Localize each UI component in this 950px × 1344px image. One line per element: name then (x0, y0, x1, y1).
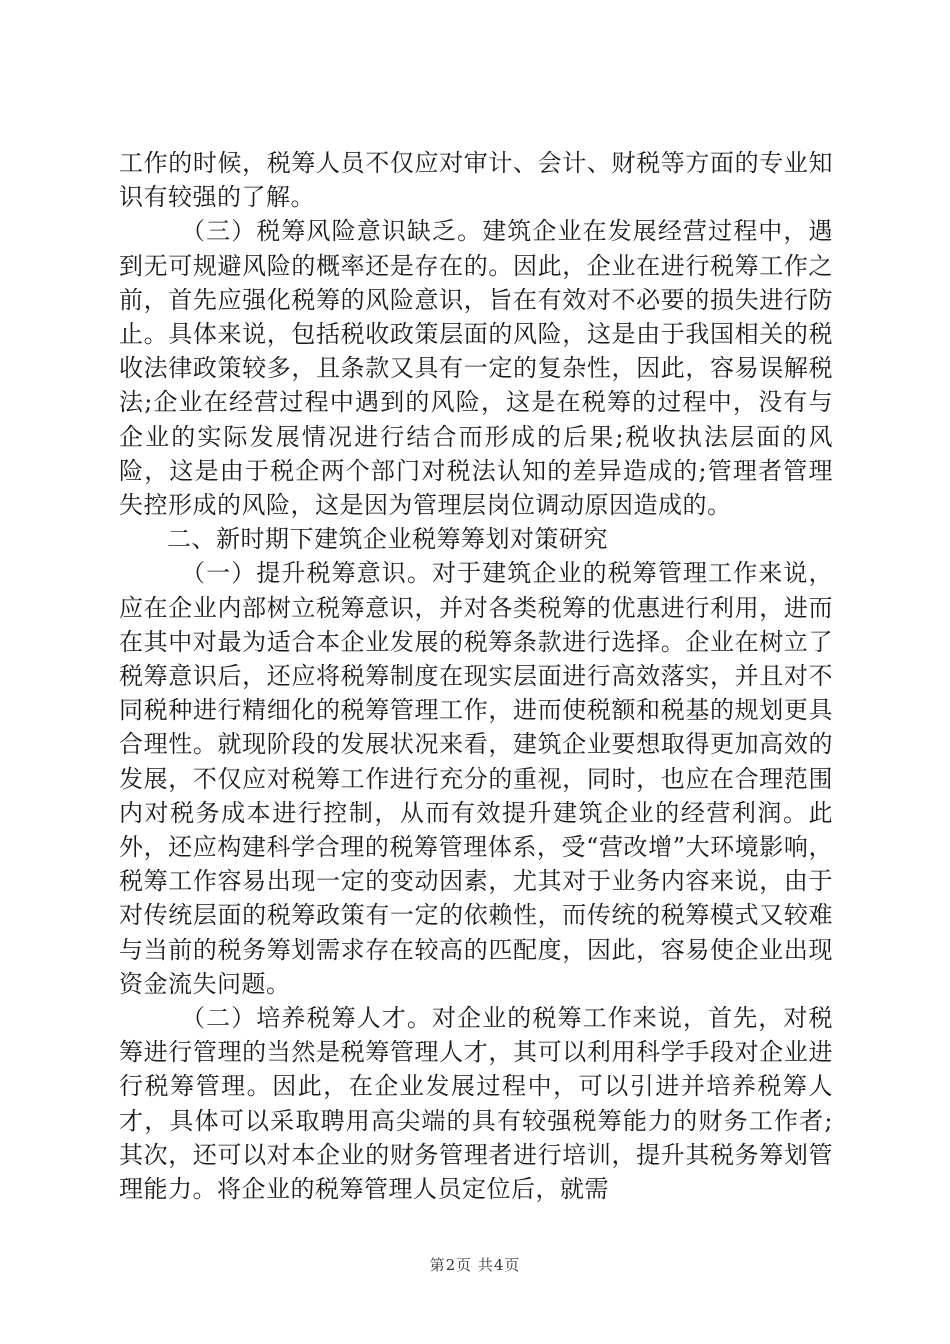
paragraph-improve-awareness: （一）提升税筹意识。对于建筑企业的税筹管理工作来说，应在企业内部树立税筹意识，并对各类税筹的优惠进行利用，进而在其中对最为适合本企业发展的税筹条款进行选择。企业在树立了税筹意识后，还应将税筹制度在现实层面进行高效落实，并且对不同税种进行精细化的税筹管理工作，进而使税额和税基的规划更具合理性。就现阶段的发展状况来看，建筑企业要想取得更加高效的发展，不仅应对税筹工作进行充分的重视，同时，也应在合理范围内对税务成本进行控制，从而有效提升建筑企业的经营利润。此外，还应构建科学合理的税筹管理体系，受“营改增”大环境影响，税筹工作容易出现一定的变动因素，尤其对于业务内容来说，由于对传统层面的税筹政策有一定的依赖性，而传统的税筹模式又较难与当前的税务筹划需求存在较高的匹配度，因此，容易使企业出现资金流失问题。 (119, 559, 833, 998)
paragraph-risk-awareness: （三）税筹风险意识缺乏。建筑企业在发展经营过程中，遇到无可规避风险的概率还是存在的。因此，企业在进行税筹工作之前，首先应强化税筹的风险意识，旨在有效对不必要的损失进行防止。具体来说，包括税收政策层面的风险，这是由于我国相关的税收法律政策较多，且条款又具有一定的复杂性，因此，容易误解税法;企业在经营过程中遇到的风险，这是在税筹的过程中，没有与企业的实际发展情况进行结合而形成的后果;税收执法层面的风险，这是由于税企两个部门对税法认知的差异造成的;管理者管理失控形成的风险，这是因为管理层岗位调动原因造成的。 (119, 217, 833, 520)
section-heading: 二、新时期下建筑企业税筹筹划对策研究 (167, 525, 608, 554)
paragraph-continuation: 工作的时候，税筹人员不仅应对审计、会计、财税等方面的专业知识有较强的了解。 (119, 149, 833, 212)
document-body (119, 146, 833, 1206)
page-footer: 第2页 共4页 (429, 1256, 521, 1274)
paragraph-cultivate-talent: （二）培养税筹人才。对企业的税筹工作来说，首先，对税筹进行管理的当然是税筹管理人才，其可以利用科学手段对企业进行税筹管理。因此，在企业发展过程中，可以引进并培养税筹人才，具体可以采取聘用高尖端的具有较强税筹能力的财务工作者;其次，还可以对本企业的财务管理者进行培训，提升其税务筹划管理能力。将企业的税筹管理人员定位后，就需 (119, 1004, 833, 1204)
